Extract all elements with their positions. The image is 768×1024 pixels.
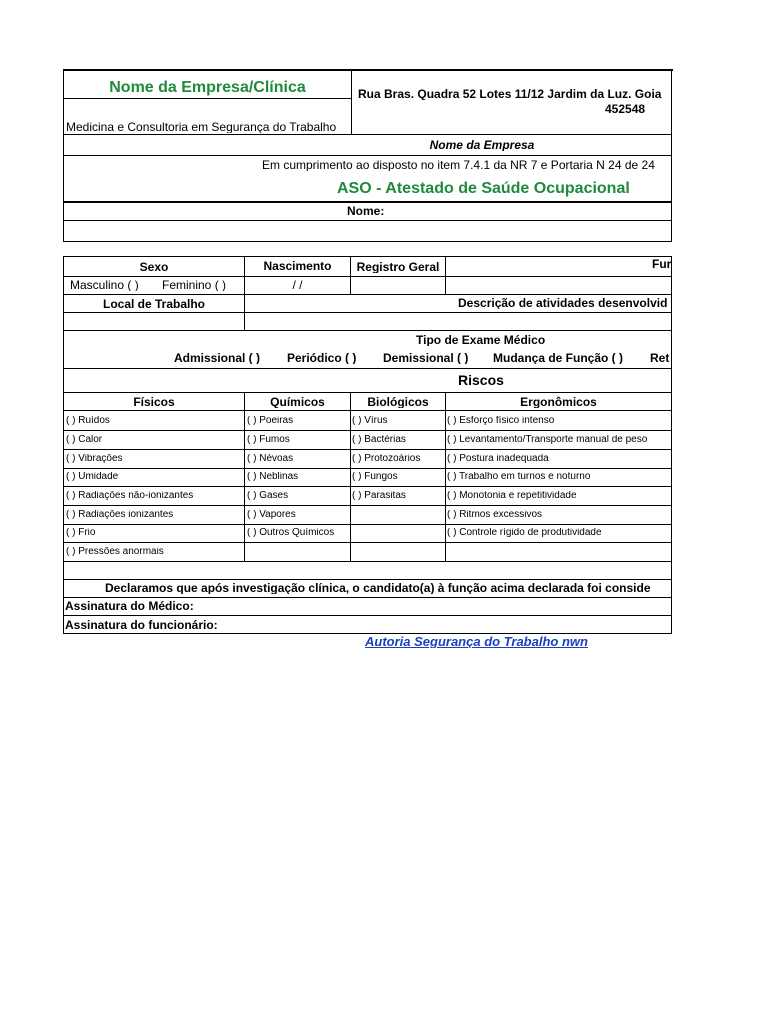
- compliance-text: Em cumprimento ao disposto no item 7.4.1 da NR 7 e Portaria N 24 de 24: [262, 159, 655, 171]
- header-ergonomicos: Ergonômicos: [520, 396, 597, 408]
- declaration-text: Declaramos que após investigação clínica, o candidato(a) à função acima declarada foi conside: [105, 582, 651, 594]
- risk-fisico-item[interactable]: ( ) Vibrações: [66, 454, 123, 464]
- header-quimicos: Químicos: [270, 396, 325, 408]
- risk-quimico-item[interactable]: ( ) Fumos: [247, 435, 290, 445]
- registro-field[interactable]: [351, 277, 445, 294]
- local-field[interactable]: [64, 313, 244, 330]
- funcao-label: Fur: [652, 258, 671, 270]
- risk-quimico-item[interactable]: ( ) Névoas: [247, 454, 294, 464]
- risk-fisico-item[interactable]: ( ) Calor: [66, 435, 103, 445]
- risk-ergonomico-item[interactable]: ( ) Levantamento/Transporte manual de peso: [447, 435, 648, 445]
- risk-biologico-item[interactable]: ( ) Fungos: [352, 472, 398, 482]
- header-fisicos: Físicos: [133, 396, 175, 408]
- risk-fisico-item[interactable]: ( ) Ruídos: [66, 416, 110, 426]
- risk-fisico-item[interactable]: ( ) Umidade: [66, 472, 119, 482]
- risk-biologico-item[interactable]: ( ) Protozoários: [352, 454, 421, 464]
- risk-ergonomico-item[interactable]: ( ) Postura inadequada: [447, 454, 549, 464]
- local-trabalho-label: Local de Trabalho: [102, 298, 206, 310]
- funcionario-signature-label: Assinatura do funcionário:: [65, 619, 218, 631]
- risk-ergonomico-item[interactable]: ( ) Ritmos excessivos: [447, 510, 543, 520]
- risk-quimico-item[interactable]: ( ) Neblinas: [247, 472, 299, 482]
- sexo-label: Sexo: [139, 261, 169, 273]
- company-subtitle: Medicina e Consultoria em Segurança do Trabalho: [66, 121, 337, 133]
- descricao-label: Descrição de atividades desenvolvid: [458, 297, 668, 309]
- descricao-field[interactable]: [245, 313, 671, 330]
- risk-fisico-item[interactable]: ( ) Pressões anormais: [66, 547, 164, 557]
- birth-date-field[interactable]: / /: [292, 279, 303, 291]
- risk-fisico-item[interactable]: ( ) Radiações não-ionizantes: [66, 491, 194, 501]
- risk-quimico-item[interactable]: ( ) Vapores: [247, 510, 296, 520]
- demissional-option[interactable]: Demissional ( ): [383, 352, 469, 364]
- name-label: Nome:: [347, 205, 385, 217]
- risk-biologico-item[interactable]: ( ) Parasitas: [352, 491, 406, 501]
- company-title: Nome da Empresa/Clínica: [109, 80, 306, 96]
- risk-ergonomico-item[interactable]: ( ) Trabalho em turnos e noturno: [447, 472, 591, 482]
- admissional-option[interactable]: Admissional ( ): [174, 352, 261, 364]
- form-title: ASO - Atestado de Saúde Ocupacional: [337, 181, 630, 197]
- address-line-1: Rua Bras. Quadra 52 Lotes 11/12 Jardim da Luz. Goia: [358, 88, 662, 100]
- company-name-label: Nome da Empresa: [429, 139, 535, 151]
- risk-quimico-item[interactable]: ( ) Poeiras: [247, 416, 294, 426]
- risk-fisico-item[interactable]: ( ) Frio: [66, 528, 96, 538]
- header-biologicos: Biológicos: [367, 396, 429, 408]
- risks-title: Riscos: [458, 373, 504, 387]
- feminino-option[interactable]: Feminino ( ): [162, 279, 227, 291]
- risk-fisico-item[interactable]: ( ) Radiações ionizantes: [66, 510, 174, 520]
- funcionario-signature-field[interactable]: [245, 616, 671, 633]
- authorship-link[interactable]: Autoria Segurança do Trabalho nwn: [365, 635, 588, 648]
- periodico-option[interactable]: Periódico ( ): [287, 352, 357, 364]
- risk-quimico-item[interactable]: ( ) Gases: [247, 491, 289, 501]
- risk-ergonomico-item[interactable]: ( ) Monotonia e repetitividade: [447, 491, 577, 501]
- masculino-option[interactable]: Masculino ( ): [70, 279, 139, 291]
- mudanca-funcao-option[interactable]: Mudança de Função ( ): [493, 352, 624, 364]
- address-line-2: 452548: [605, 103, 646, 115]
- medico-signature-label: Assinatura do Médico:: [65, 600, 194, 612]
- exam-type-title: Tipo de Exame Médico: [416, 334, 546, 346]
- risk-quimico-item[interactable]: ( ) Outros Químicos: [247, 528, 335, 538]
- risk-ergonomico-item[interactable]: ( ) Esforço físico intenso: [447, 416, 555, 426]
- nascimento-label: Nascimento: [263, 260, 332, 272]
- risk-biologico-item[interactable]: ( ) Vírus: [352, 416, 388, 426]
- registro-label: Registro Geral: [356, 261, 440, 273]
- retorno-option[interactable]: Ret: [650, 352, 670, 364]
- risk-biologico-item[interactable]: ( ) Bactérias: [352, 435, 406, 445]
- risk-ergonomico-item[interactable]: ( ) Controle rígido de produtividade: [447, 528, 602, 538]
- name-field[interactable]: [64, 221, 671, 241]
- medico-signature-field[interactable]: [245, 598, 671, 615]
